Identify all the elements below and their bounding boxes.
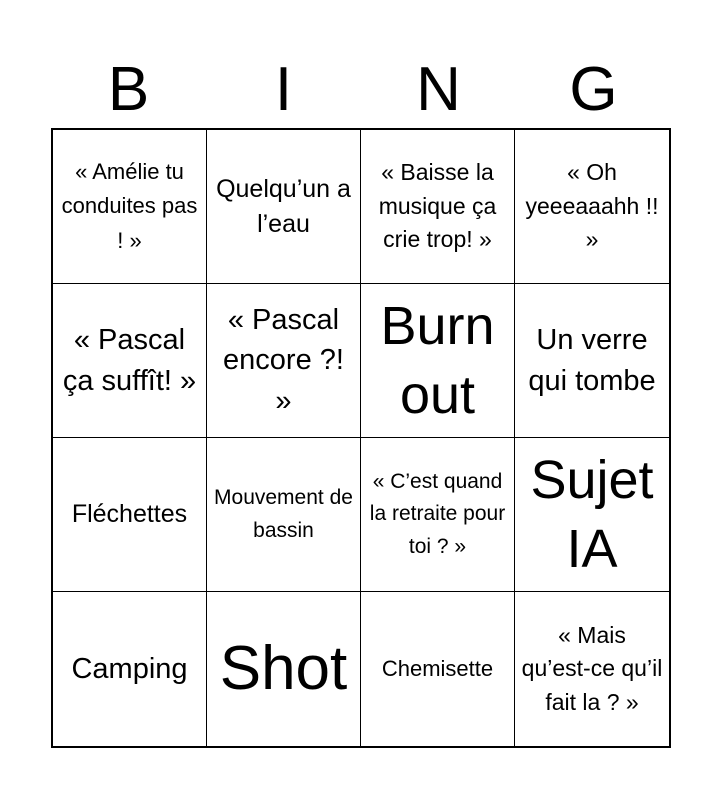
bingo-cell: [515, 592, 669, 746]
bingo-cell: [53, 284, 207, 438]
cell-text: Burn out: [380, 296, 495, 425]
cell-text: Shot: [219, 633, 348, 703]
bingo-header: [51, 52, 671, 128]
cell-text: « Amélie tu conduites pas ! »: [61, 159, 198, 253]
cell-text: Fléchettes: [71, 500, 188, 528]
bingo-cell: [515, 438, 669, 592]
bingo-cell: [53, 130, 207, 284]
bingo-cell: [515, 284, 669, 438]
cell-text: Chemisette: [381, 655, 494, 681]
cell-text: Quelqu’un a l’eau: [216, 174, 351, 238]
bingo-cell: [207, 130, 361, 284]
header-letter-n: N: [416, 55, 461, 124]
cell-text: « Pascal encore ?! »: [223, 303, 344, 417]
cell-text: « Pascal ça suffît! »: [62, 323, 197, 397]
cell-text: Mouvement de bassin: [214, 485, 353, 542]
bingo-cell: [361, 438, 515, 592]
bingo-grid: [51, 128, 671, 748]
header-letter-i: I: [274, 55, 293, 124]
header-letter-g: G: [569, 55, 618, 124]
cell-text: Un verre qui tombe: [528, 323, 656, 397]
cell-text: Sujet IA: [530, 450, 654, 579]
cell-text: Camping: [71, 652, 188, 685]
bingo-cell: [207, 284, 361, 438]
bingo-cell: [207, 592, 361, 746]
bingo-cell: [53, 592, 207, 746]
header-letter-b: B: [107, 55, 150, 124]
bingo-cell: [361, 130, 515, 284]
bingo-cell: [361, 284, 515, 438]
cell-text: « Baisse la musique ça crie trop! »: [378, 159, 497, 253]
cell-text: « Mais qu’est-ce qu’il fait la ? »: [521, 621, 663, 715]
bingo-cell: [53, 438, 207, 592]
bingo-cell: [207, 438, 361, 592]
cell-text: « C’est quand la retraite pour toi ? »: [369, 469, 506, 558]
bingo-cell: [515, 130, 669, 284]
bingo-cell: [361, 592, 515, 746]
cell-text: « Oh yeeeaaahh !! »: [525, 159, 659, 253]
